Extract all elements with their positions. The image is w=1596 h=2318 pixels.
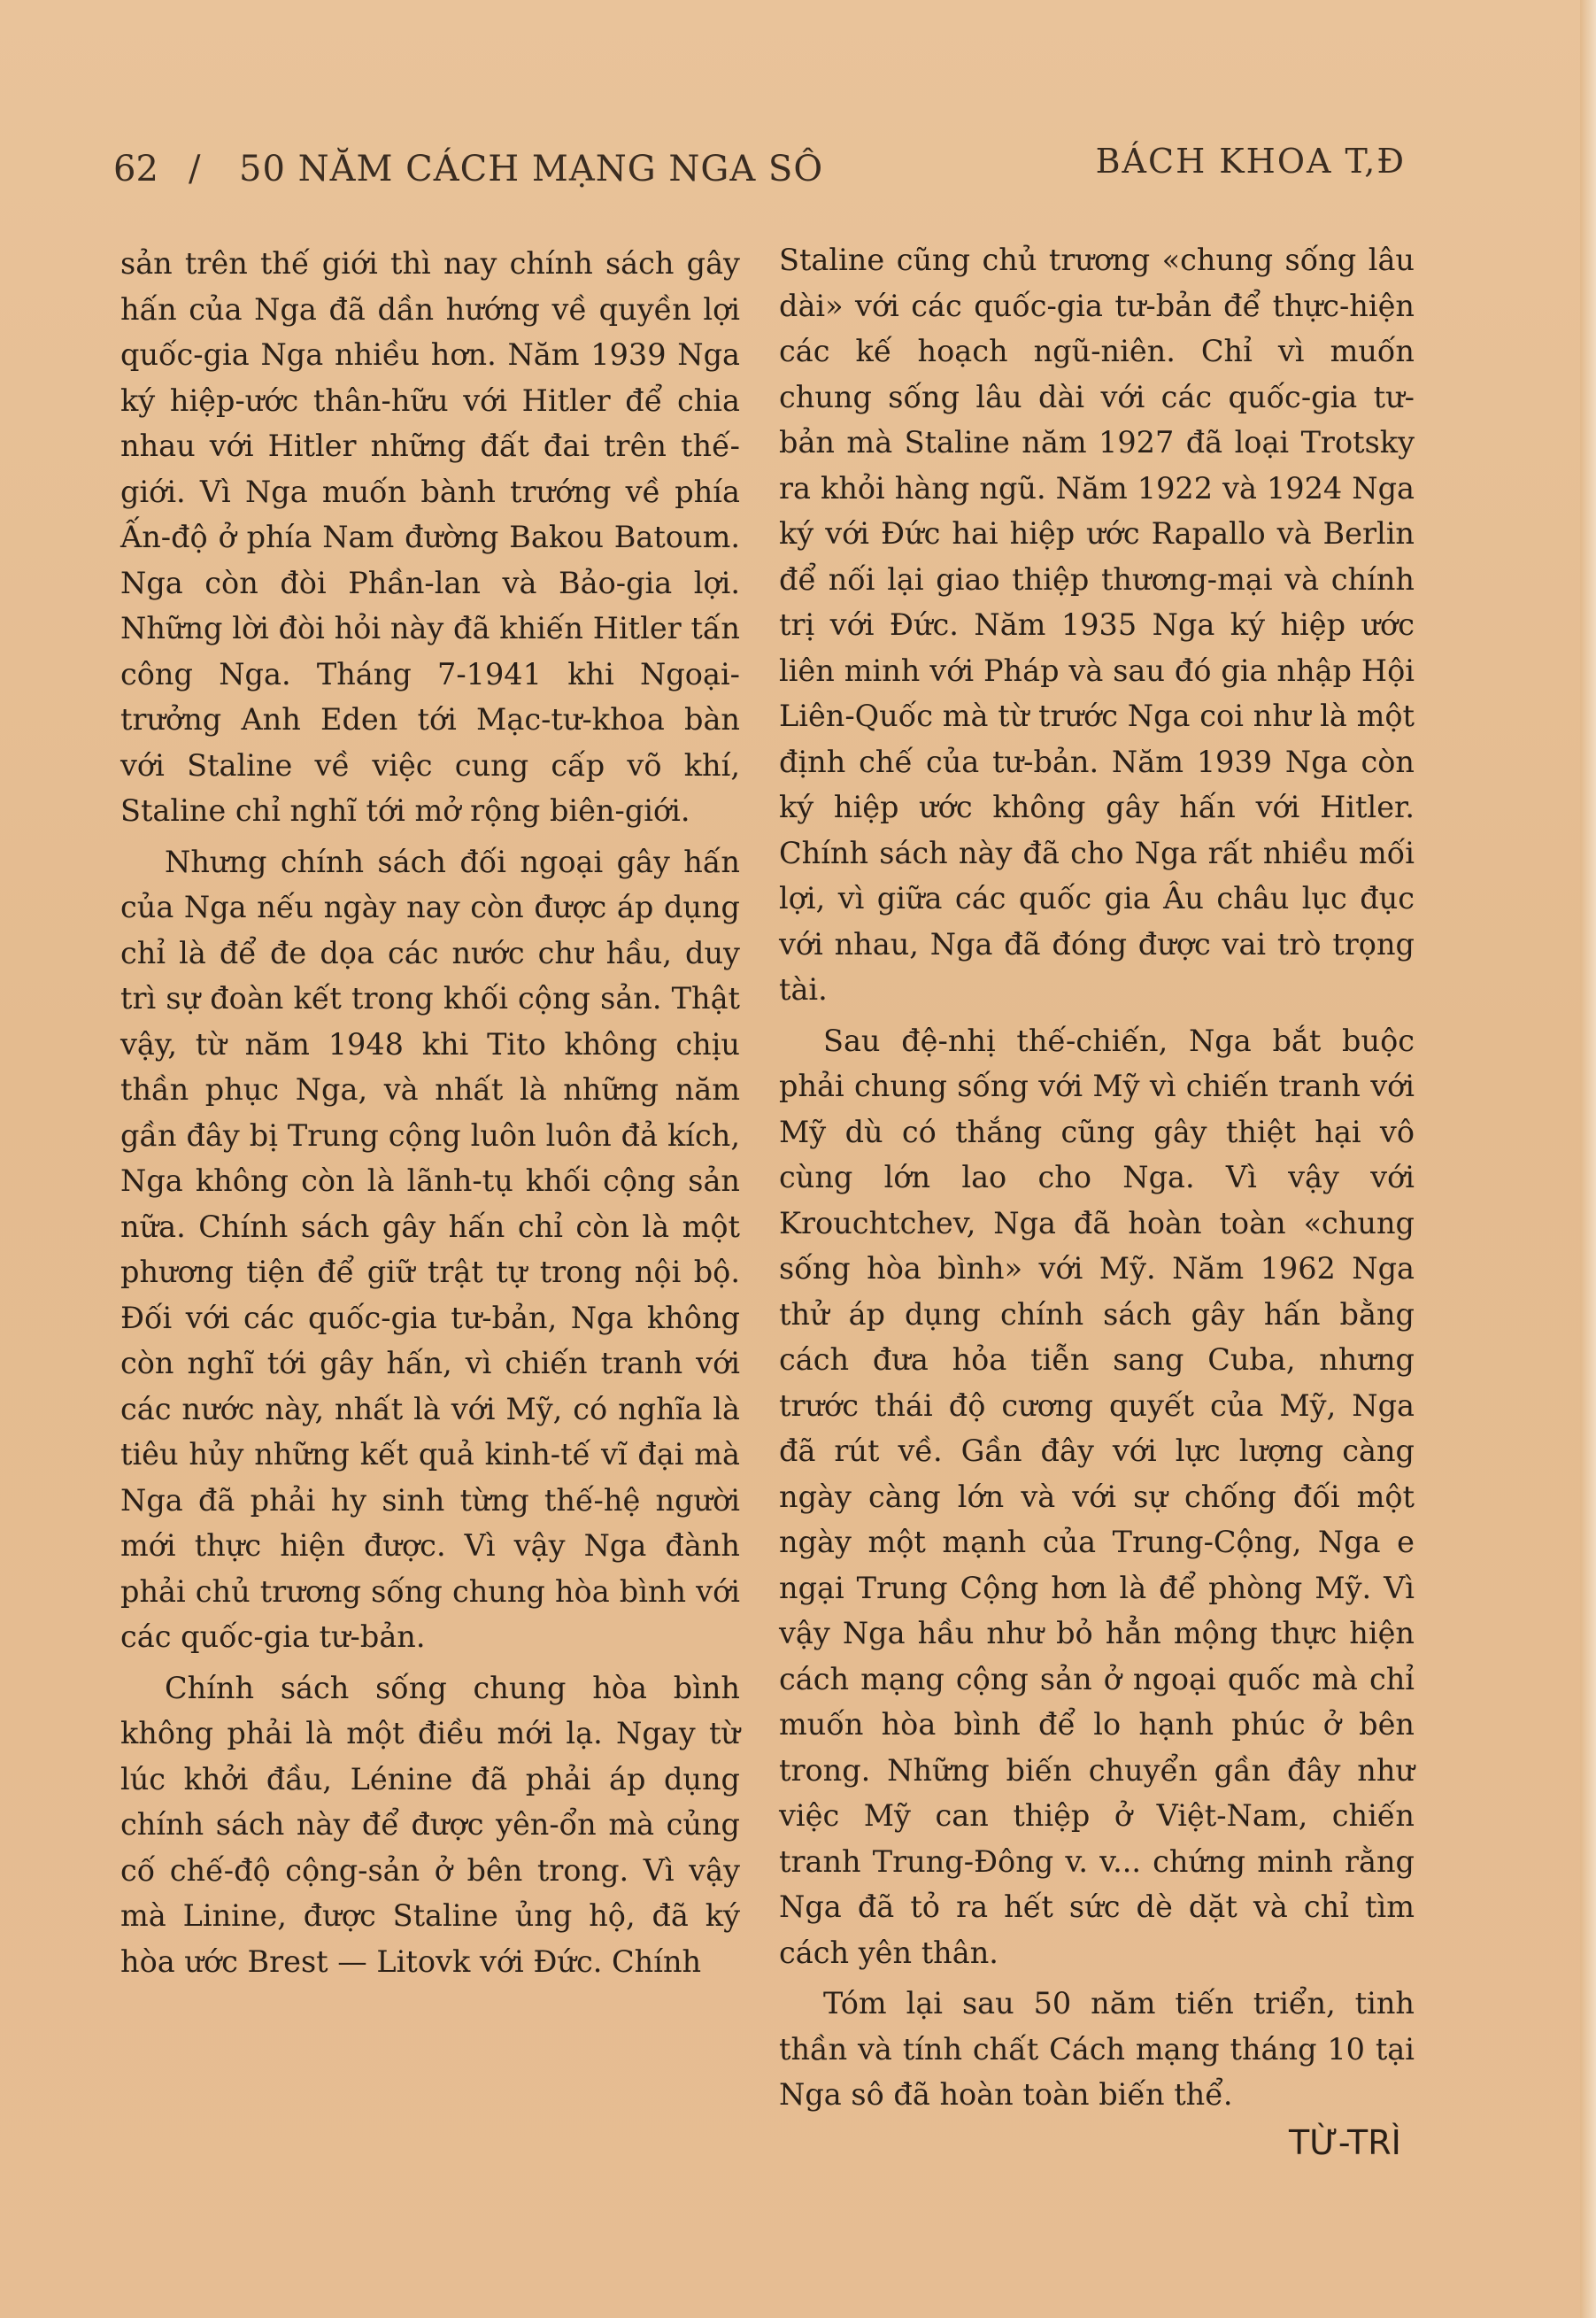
paragraph: Staline cũng chủ trương «chung sống lâu dài» với các quốc-gia tư-bản để thực-hiện các kế hoạch ngũ-niên. Chỉ vì muốn chung sống lâu dài với các quốc-gia tư-bản mà Staline năm 1927 đã loại Trotsky ra khỏi hàng ngũ. Năm 1922 và 1924 Nga ký với Đức hai hiệp ước Rapallo và Berlin để nối lại giao thiệp thương-mại và chính trị với Đức. Năm 1935 Nga ký hiệp ước liên minh với Pháp và sau đó gia nhập Hội Liên-Quốc mà từ trước Nga coi như là một định chế của tư-bản. Năm 1939 Nga còn ký hiệp ước không gây hấn với Hitler. Chính sách này đã cho Nga rất nhiều mối lợi, vì giữa các quốc gia Âu châu lục đục với nhau, Nga đã đóng được vai trò trọng tài. [779, 243, 1415, 1007]
paragraph: Sau đệ-nhị thế-chiến, Nga bắt buộc phải chung sống với Mỹ vì chiến tranh với Mỹ dù có thắng cũng gây thiệt hại vô cùng lớn lao cho Nga. Vì vậy với Krouchtchev, Nga đã hoàn toàn «chung sống hòa bình» với Mỹ. Năm 1962 Nga thử áp dụng chính sách gây hấn bằng cách đưa hỏa tiễn sang Cuba, nhưng trước thái độ cương quyết của Mỹ, Nga đã rút về. Gần đây với lực lượng càng ngày càng lớn và với sự chống đối một ngày một mạnh của Trung-Cộng, Nga e ngại Trung Cộng hơn là để phòng Mỹ. Vì vậy Nga hầu như bỏ hẳn mộng thực hiện cách mạng cộng sản ở ngoại quốc mà chỉ muốn hòa bình để lo hạnh phúc ở bên trong. Những biến chuyển gần đây như việc Mỹ can thiệp ở Việt-Nam, chiến tranh Trung-Đông v. v... chứng minh rằng Nga đã tỏ ra hết sức dè dặt và chỉ tìm cách yên thân. [779, 1023, 1415, 1970]
right-column [779, 237, 1415, 2123]
header-separator: / [189, 149, 201, 189]
left-column [120, 241, 740, 1990]
paragraph: Chính sách sống chung hòa bình không phải là một điều mới lạ. Ngay từ lúc khởi đầu, Lénine đã phải áp dụng chính sách này để được yên-ổn mà củng cố chế-độ cộng-sản ở bên trong. Vì vậy mà Linine, được Staline ủng hộ, đã ký hòa ước Brest — Litovk với Đức. Chính [120, 1670, 740, 1979]
magazine-name: BÁCH KHOA T,Đ [1095, 142, 1406, 181]
paragraph: sản trên thế giới thì nay chính sách gây hấn của Nga đã dần hướng về quyền lợi quốc-gia Nga nhiều hơn. Năm 1939 Nga ký hiệp-ước thân-hữu với Hitler để chia nhau với Hitler những đất đai trên thế-giới. Vì Nga muốn bành trướng về phía Ấn-độ ở phía Nam đường Bakou Batoum. Nga còn đòi Phần-lan và Bảo-gia lợi. Những lời đòi hỏi này đã khiến Hitler tấn công Nga. Tháng 7-1941 khi Ngoại-trưởng Anh Eden tới Mạc-tư-khoa bàn với Staline về việc cung cấp võ khí, Staline chỉ nghĩ tới mở rộng biên-giới. [120, 246, 740, 828]
page-edge [1580, 0, 1596, 2318]
author-signature: TỪ-TRÌ [1289, 2123, 1401, 2162]
article-title: 50 NĂM CÁCH MẠNG NGA SÔ [239, 149, 824, 189]
page-number: 62 [113, 149, 158, 189]
running-header [113, 142, 1406, 204]
paragraph: Tóm lại sau 50 năm tiến triển, tinh thần và tính chất Cách mạng tháng 10 tại Nga sô đã hoàn toàn biến thể. [779, 1986, 1415, 2112]
paragraph: Nhưng chính sách đối ngoại gây hấn của Nga nếu ngày nay còn được áp dụng chỉ là để đe dọa các nước chư hầu, duy trì sự đoàn kết trong khối cộng sản. Thật vậy, từ năm 1948 khi Tito không chịu thần phục Nga, và nhất là những năm gần đây bị Trung cộng luôn luôn đả kích, Nga không còn là lãnh-tụ khối cộng sản nữa. Chính sách gây hấn chỉ còn là một phương tiện để giữ trật tự trong nội bộ. Đối với các quốc-gia tư-bản, Nga không còn nghĩ tới gây hấn, vì chiến tranh với các nước này, nhất là với Mỹ, có nghĩa là tiêu hủy những kết quả kinh-tế vĩ đại mà Nga đã phải hy sinh từng thế-hệ người mới thực hiện được. Vì vậy Nga đành phải chủ trương sống chung hòa bình với các quốc-gia tư-bản. [120, 844, 740, 1654]
